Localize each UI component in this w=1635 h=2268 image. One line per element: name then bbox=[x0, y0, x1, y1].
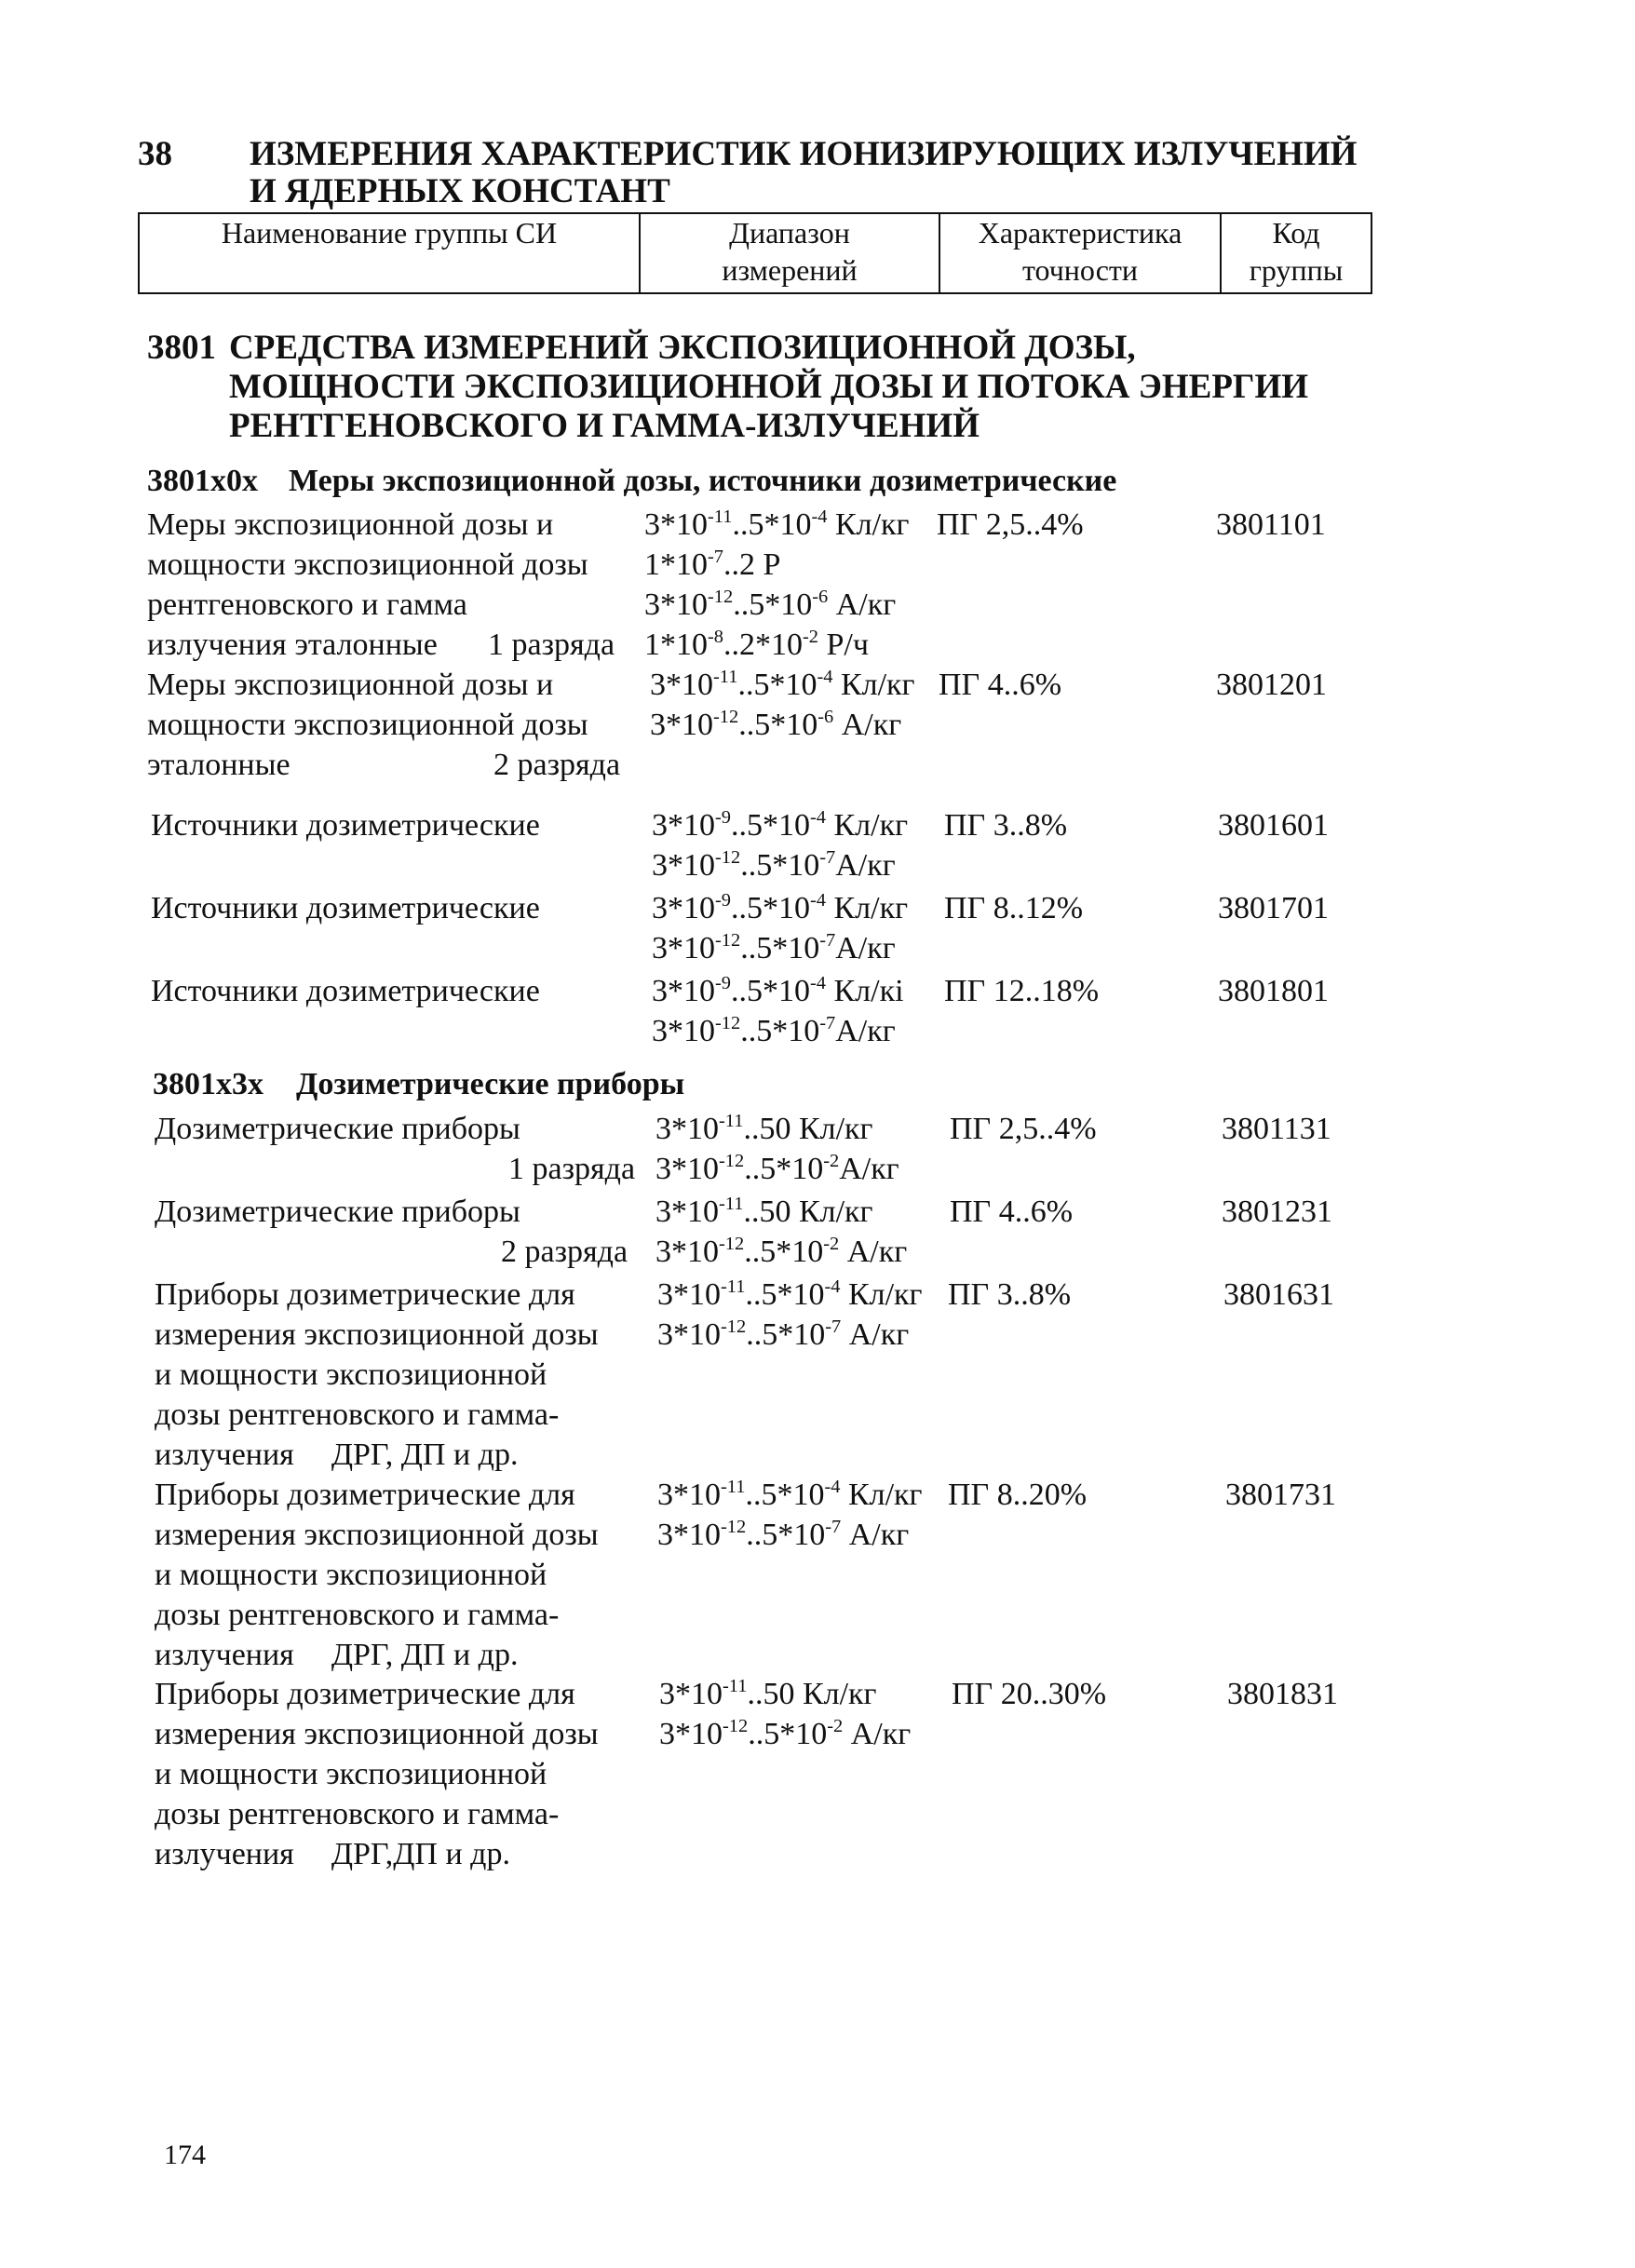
row-10-name-line: измерения экспозиционной дозы bbox=[155, 1717, 599, 1751]
row-2-range bbox=[650, 665, 915, 745]
row-6-code: 3801131 bbox=[1222, 1112, 1331, 1146]
col-accuracy-label-2: точности bbox=[1021, 253, 1139, 287]
row-8-name bbox=[155, 1275, 599, 1475]
row-8-name-line: излучения bbox=[155, 1438, 294, 1472]
row-2-name-line: мощности экспозиционной дозы bbox=[147, 708, 588, 742]
subsection-1-title: Меры экспозиционной дозы, источники дозиметрические bbox=[289, 464, 1117, 498]
row-6-range bbox=[655, 1109, 899, 1189]
row-4-accuracy: ПГ 8..12% bbox=[944, 891, 1084, 925]
row-8-code: 3801631 bbox=[1223, 1277, 1334, 1312]
row-10-range-line: $3*10^{-11}..50$ Кл/кг bbox=[659, 1675, 877, 1711]
col-code-label-1: Код bbox=[1272, 216, 1320, 250]
section-title-line3: РЕНТГЕНОВСКОГО И ГАММА-ИЗЛУЧЕНИЙ bbox=[229, 407, 980, 445]
column-header-accuracy bbox=[939, 213, 1221, 293]
subsection-1-code: 3801x0x bbox=[147, 464, 258, 498]
row-4-range-line: $3*10^{-12}..5*10^{-7}А/кг$ bbox=[652, 929, 896, 965]
col-range-label-1: Диапазон bbox=[729, 216, 850, 250]
column-header-code bbox=[1221, 213, 1372, 293]
row-9-range-line: $3*10^{-12}..5*10^{-7}$ А/кг bbox=[657, 1516, 910, 1552]
row-7-name: Дозиметрические приборы bbox=[155, 1195, 520, 1229]
row-8-types: ДРГ, ДП и др. bbox=[331, 1438, 519, 1472]
row-10-name-line: и мощности экспозиционной bbox=[155, 1757, 547, 1791]
row-10-name-line: излучения bbox=[155, 1837, 294, 1871]
header-title-line1: ИЗМЕРЕНИЯ ХАРАКТЕРИСТИК ИОНИЗИРУЮЩИХ ИЗЛУЧЕНИЙ bbox=[250, 135, 1358, 173]
row-10-code: 3801831 bbox=[1227, 1677, 1338, 1711]
row-4-range bbox=[652, 888, 908, 968]
section-title-line2: МОЩНОСТИ ЭКСПОЗИЦИОННОЙ ДОЗЫ И ПОТОКА ЭНЕРГИИ bbox=[229, 368, 1309, 406]
row-1-range-line: $3*10^{-11}..5*10^{-4}$ Кл/кг bbox=[644, 506, 910, 542]
row-10-types: ДРГ,ДП и др. bbox=[331, 1837, 510, 1871]
row-6-name: Дозиметрические приборы bbox=[155, 1112, 520, 1146]
row-3-range-line: $3*10^{-12}..5*10^{-7}А/кг$ bbox=[652, 846, 896, 883]
row-6-rank: 1 разряда bbox=[508, 1152, 636, 1186]
row-5-accuracy: ПГ 12..18% bbox=[944, 974, 1100, 1008]
subsection-2-title: Дозиметрические приборы bbox=[296, 1067, 685, 1101]
row-9-name-line: излучения bbox=[155, 1638, 294, 1672]
row-3-name: Источники дозиметрические bbox=[151, 808, 540, 843]
column-header-table bbox=[138, 212, 1372, 294]
row-4-range-line: $3*10^{-9}..5*10^{-4}$ Кл/кг bbox=[652, 889, 909, 925]
row-9-name-line: Приборы дозиметрические для bbox=[155, 1478, 575, 1512]
row-1-range bbox=[644, 505, 910, 665]
row-1-name-line: рентгеновского и гамма bbox=[147, 587, 467, 622]
row-9-name-line: и мощности экспозиционной bbox=[155, 1558, 547, 1592]
row-3-accuracy: ПГ 3..8% bbox=[944, 808, 1068, 843]
row-9-range-line: $3*10^{-11}..5*10^{-4}$ Кл/кг bbox=[657, 1476, 923, 1512]
row-9-name-line: дозы рентгеновского и гамма- bbox=[155, 1598, 560, 1632]
row-3-code: 3801601 bbox=[1218, 808, 1329, 843]
row-2-name-line: эталонные bbox=[147, 748, 291, 782]
row-8-name-line: Приборы дозиметрические для bbox=[155, 1277, 575, 1312]
row-9-name bbox=[155, 1475, 599, 1675]
column-header-range bbox=[640, 213, 939, 293]
col-code-label-2: группы bbox=[1249, 253, 1344, 287]
row-5-range bbox=[652, 971, 904, 1051]
row-5-range-line: $3*10^{-9}..5*10^{-4}$ Кл/кі bbox=[652, 972, 904, 1008]
row-10-name-line: дозы рентгеновского и гамма- bbox=[155, 1797, 560, 1831]
header-page-number: 38 bbox=[138, 135, 172, 173]
row-9-types: ДРГ, ДП и др. bbox=[331, 1638, 519, 1672]
row-8-range-line: $3*10^{-11}..5*10^{-4}$ Кл/кг bbox=[657, 1276, 923, 1312]
column-header-name bbox=[139, 213, 640, 293]
subsection-2-code: 3801x3x bbox=[153, 1067, 263, 1101]
row-5-name: Источники дозиметрические bbox=[151, 974, 540, 1008]
row-1-name-line: мощности экспозиционной дозы bbox=[147, 547, 588, 582]
row-5-code: 3801801 bbox=[1218, 974, 1329, 1008]
row-1-range-line: $3*10^{-12}..5*10^{-6}$ А/кг bbox=[644, 586, 897, 622]
row-7-accuracy: ПГ 4..6% bbox=[950, 1195, 1074, 1229]
row-6-range-line: $3*10^{-11}..50$ Кл/кг bbox=[655, 1110, 873, 1146]
row-8-name-line: и мощности экспозиционной bbox=[155, 1357, 547, 1392]
row-9-name-line: измерения экспозиционной дозы bbox=[155, 1518, 599, 1552]
row-8-range-line: $3*10^{-12}..5*10^{-7}$ А/кг bbox=[657, 1316, 910, 1352]
row-7-range-line: $3*10^{-11}..50$ Кл/кг bbox=[655, 1193, 873, 1229]
row-8-range bbox=[657, 1275, 923, 1355]
row-10-range-line: $3*10^{-12}..5*10^{-2}$ А/кг bbox=[659, 1715, 912, 1751]
row-7-range-line: $3*10^{-12}..5*10^{-2}$ А/кг bbox=[655, 1233, 908, 1269]
row-7-code: 3801231 bbox=[1222, 1195, 1332, 1229]
row-1-range-line: $1*10^{-7}..2$ Р bbox=[644, 546, 781, 582]
col-range-label-2: измерений bbox=[722, 253, 858, 287]
col-accuracy-label-1: Характеристика bbox=[978, 216, 1182, 250]
header-title-line2: И ЯДЕРНЫХ КОНСТАНТ bbox=[250, 172, 670, 210]
row-1-accuracy: ПГ 2,5..4% bbox=[937, 507, 1084, 542]
row-8-accuracy: ПГ 3..8% bbox=[948, 1277, 1072, 1312]
section-title-line1: СРЕДСТВА ИЗМЕРЕНИЙ ЭКСПОЗИЦИОННОЙ ДОЗЫ, bbox=[229, 329, 1136, 367]
row-9-accuracy: ПГ 8..20% bbox=[948, 1478, 1088, 1512]
row-8-name-line: дозы рентгеновского и гамма- bbox=[155, 1397, 560, 1432]
row-8-name-line: измерения экспозиционной дозы bbox=[155, 1317, 599, 1352]
row-10-range bbox=[659, 1674, 911, 1754]
row-3-range-line: $3*10^{-9}..5*10^{-4}$ Кл/кг bbox=[652, 806, 909, 843]
row-9-range bbox=[657, 1475, 923, 1555]
row-2-rank: 2 разряда bbox=[493, 748, 621, 782]
row-10-name-line: Приборы дозиметрические для bbox=[155, 1677, 575, 1711]
row-2-range-line: $3*10^{-11}..5*10^{-4}$ Кл/кг bbox=[650, 666, 915, 702]
row-5-range-line: $3*10^{-12}..5*10^{-7}А/кг$ bbox=[652, 1012, 896, 1048]
row-7-rank: 2 разряда bbox=[501, 1235, 628, 1269]
row-1-range-line: $1*10^{-8}..2*10^{-2}$ Р/ч bbox=[644, 626, 869, 662]
col-name-label: Наименование группы СИ bbox=[221, 216, 558, 250]
section-code: 3801 bbox=[147, 329, 216, 367]
row-1-name-line: Меры экспозиционной дозы и bbox=[147, 507, 554, 542]
row-6-accuracy: ПГ 2,5..4% bbox=[950, 1112, 1097, 1146]
row-9-code: 3801731 bbox=[1225, 1478, 1336, 1512]
row-1-rank: 1 разряда bbox=[488, 628, 615, 662]
row-2-code: 3801201 bbox=[1216, 668, 1327, 702]
row-1-name-line: излучения эталонные bbox=[147, 628, 438, 662]
row-4-name: Источники дозиметрические bbox=[151, 891, 540, 925]
row-10-name bbox=[155, 1674, 599, 1874]
row-3-range bbox=[652, 805, 908, 885]
row-4-code: 3801701 bbox=[1218, 891, 1329, 925]
row-2-name-line: Меры экспозиционной дозы и bbox=[147, 668, 554, 702]
row-1-code: 3801101 bbox=[1216, 507, 1326, 542]
row-10-accuracy: ПГ 20..30% bbox=[952, 1677, 1107, 1711]
row-2-accuracy: ПГ 4..6% bbox=[939, 668, 1062, 702]
row-7-range bbox=[655, 1192, 907, 1272]
footer-page-number: 174 bbox=[164, 2140, 206, 2170]
row-2-range-line: $3*10^{-12}..5*10^{-6}$ А/кг bbox=[650, 706, 902, 742]
row-6-range-line: $3*10^{-12}..5*10^{-2}А/кг$ bbox=[655, 1150, 899, 1186]
